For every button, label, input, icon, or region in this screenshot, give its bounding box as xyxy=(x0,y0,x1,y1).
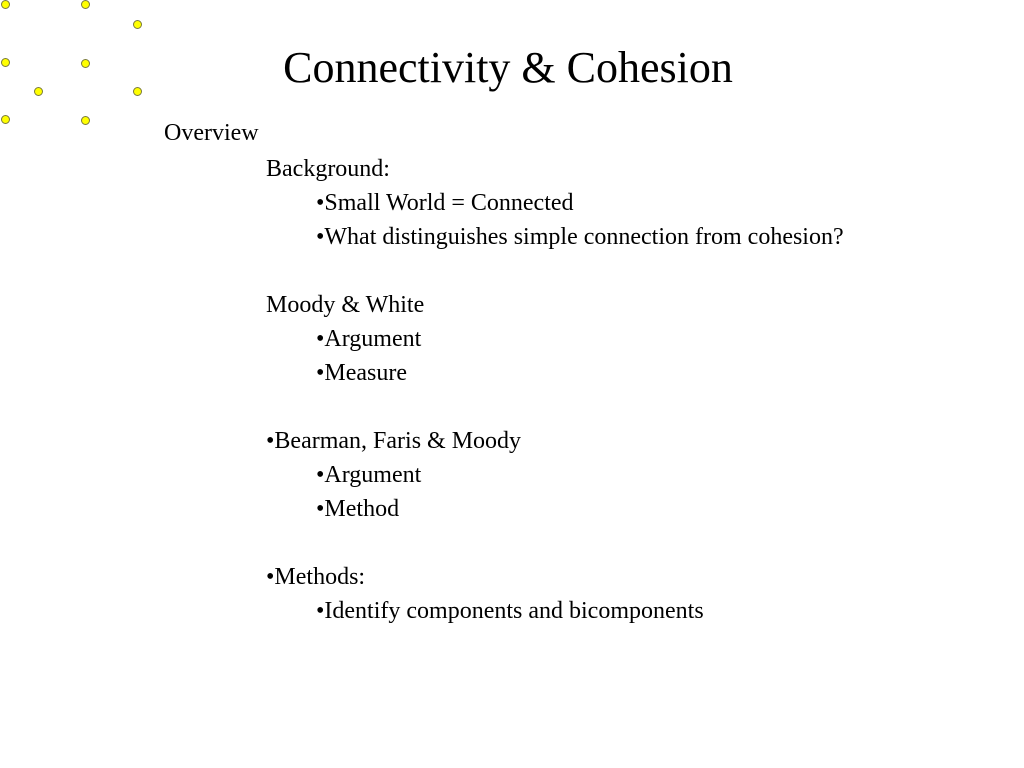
slide-title: Connectivity & Cohesion xyxy=(283,43,733,92)
bullet-item: •Argument xyxy=(316,326,422,352)
subheading: Background: xyxy=(266,156,390,182)
bullet-item: •Measure xyxy=(316,360,408,386)
bullet-item: •Small World = Connected xyxy=(316,190,574,216)
dot xyxy=(1,115,10,124)
bullet-item: •Argument xyxy=(316,462,422,488)
subheading: Moody & White xyxy=(266,292,425,318)
bullet-item: •Bearman, Faris & Moody xyxy=(266,428,522,454)
section-heading: Overview xyxy=(164,120,259,146)
dot xyxy=(81,116,90,125)
dot xyxy=(133,20,142,29)
bullet-item: •Methods: xyxy=(266,564,366,590)
dot xyxy=(81,0,90,9)
dot xyxy=(1,0,10,9)
bullet-item: •Identify components and bicomponents xyxy=(316,598,704,624)
bullet-item: •What distinguishes simple connection from cohesion? xyxy=(316,224,844,250)
bullet-item: •Method xyxy=(316,496,400,522)
